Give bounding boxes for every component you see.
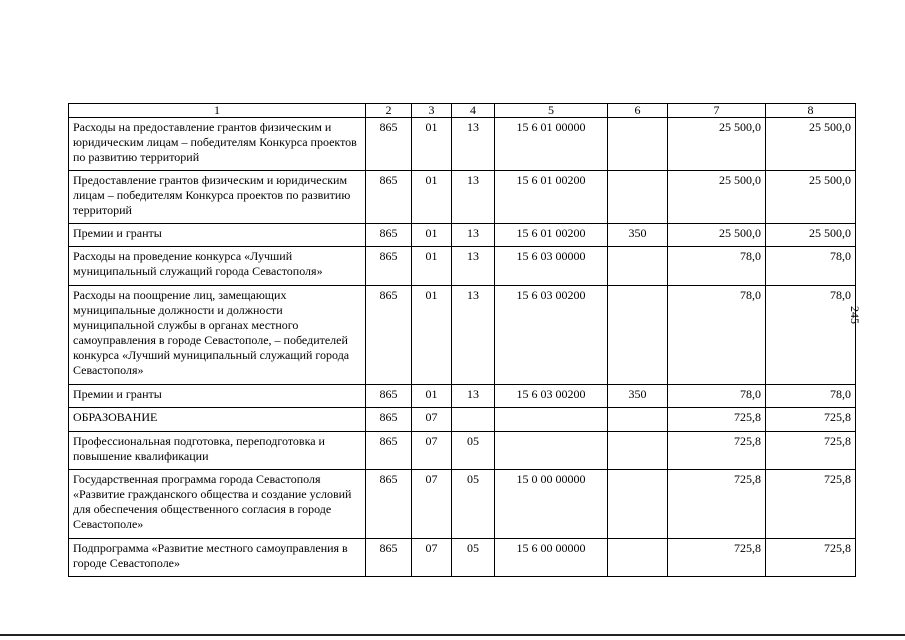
cell-ved: 865 xyxy=(366,539,412,577)
cell-pr: 13 xyxy=(452,118,495,171)
col-header-1: 1 xyxy=(69,104,366,118)
cell-csr: 15 6 03 00200 xyxy=(495,286,608,385)
cell-vr xyxy=(608,470,668,539)
cell-sum1: 725,8 xyxy=(668,470,766,539)
cell-csr: 15 6 01 00200 xyxy=(495,171,608,224)
cell-vr: 350 xyxy=(608,224,668,247)
cell-name: Премии и гранты xyxy=(69,385,366,408)
cell-rz: 01 xyxy=(412,224,452,247)
table-row xyxy=(69,118,856,171)
cell-sum2: 78,0 xyxy=(766,247,856,286)
cell-sum1: 25 500,0 xyxy=(668,171,766,224)
cell-rz: 01 xyxy=(412,118,452,171)
cell-name: Предоставление грантов физическим и юридическим лицам – победителям Конкурса проектов по развитию территорий xyxy=(69,171,366,224)
cell-csr: 15 6 03 00000 xyxy=(495,247,608,286)
cell-name: ОБРАЗОВАНИЕ xyxy=(69,408,366,432)
cell-csr: 15 6 01 00200 xyxy=(495,224,608,247)
cell-sum2: 725,8 xyxy=(766,539,856,577)
cell-sum1: 725,8 xyxy=(668,432,766,470)
cell-sum1: 78,0 xyxy=(668,247,766,286)
cell-csr: 15 6 03 00200 xyxy=(495,385,608,408)
cell-vr xyxy=(608,247,668,286)
cell-name: Расходы на проведение конкурса «Лучший муниципальный служащий города Севастополя» xyxy=(69,247,366,286)
table-row xyxy=(69,470,856,539)
cell-name: Подпрограмма «Развитие местного самоуправления в городе Севастополе» xyxy=(69,539,366,577)
cell-pr: 05 xyxy=(452,432,495,470)
cell-pr: 05 xyxy=(452,470,495,539)
cell-ved: 865 xyxy=(366,171,412,224)
cell-csr xyxy=(495,408,608,432)
cell-vr xyxy=(608,118,668,171)
cell-sum1: 78,0 xyxy=(668,385,766,408)
cell-rz: 07 xyxy=(412,432,452,470)
cell-ved: 865 xyxy=(366,408,412,432)
cell-pr xyxy=(452,408,495,432)
cell-ved: 865 xyxy=(366,118,412,171)
cell-csr: 15 6 01 00000 xyxy=(495,118,608,171)
cell-ved: 865 xyxy=(366,470,412,539)
table-row xyxy=(69,171,856,224)
cell-vr xyxy=(608,171,668,224)
col-header-3: 3 xyxy=(412,104,452,118)
cell-sum2: 725,8 xyxy=(766,470,856,539)
cell-ved: 865 xyxy=(366,247,412,286)
page-number: 245 xyxy=(848,306,862,324)
cell-vr xyxy=(608,432,668,470)
cell-ved: 865 xyxy=(366,286,412,385)
cell-vr xyxy=(608,539,668,577)
cell-rz: 01 xyxy=(412,286,452,385)
cell-rz: 07 xyxy=(412,408,452,432)
table-row xyxy=(69,247,856,286)
budget-table xyxy=(68,103,856,577)
cell-sum2: 725,8 xyxy=(766,432,856,470)
cell-sum1: 725,8 xyxy=(668,408,766,432)
cell-sum1: 725,8 xyxy=(668,539,766,577)
table-row xyxy=(69,408,856,432)
cell-rz: 01 xyxy=(412,385,452,408)
cell-rz: 01 xyxy=(412,247,452,286)
cell-name: Премии и гранты xyxy=(69,224,366,247)
cell-csr: 15 0 00 00000 xyxy=(495,470,608,539)
col-header-8: 8 xyxy=(766,104,856,118)
cell-sum1: 25 500,0 xyxy=(668,224,766,247)
header-row xyxy=(69,104,856,118)
cell-ved: 865 xyxy=(366,224,412,247)
cell-name: Расходы на предоставление грантов физическим и юридическим лицам – победителям Конкурса проектов по развитию территорий xyxy=(69,118,366,171)
table-row xyxy=(69,286,856,385)
cell-vr xyxy=(608,408,668,432)
cell-ved: 865 xyxy=(366,432,412,470)
cell-sum1: 78,0 xyxy=(668,286,766,385)
cell-pr: 13 xyxy=(452,224,495,247)
col-header-6: 6 xyxy=(608,104,668,118)
cell-rz: 07 xyxy=(412,539,452,577)
cell-pr: 05 xyxy=(452,539,495,577)
table-row xyxy=(69,385,856,408)
cell-sum1: 25 500,0 xyxy=(668,118,766,171)
cell-rz: 07 xyxy=(412,470,452,539)
cell-pr: 13 xyxy=(452,247,495,286)
cell-sum2: 725,8 xyxy=(766,408,856,432)
cell-csr xyxy=(495,432,608,470)
cell-pr: 13 xyxy=(452,385,495,408)
table-row xyxy=(69,539,856,577)
cell-vr xyxy=(608,286,668,385)
col-header-5: 5 xyxy=(495,104,608,118)
table-row xyxy=(69,224,856,247)
col-header-4: 4 xyxy=(452,104,495,118)
cell-vr: 350 xyxy=(608,385,668,408)
cell-pr: 13 xyxy=(452,171,495,224)
col-header-7: 7 xyxy=(668,104,766,118)
cell-sum2: 25 500,0 xyxy=(766,171,856,224)
cell-ved: 865 xyxy=(366,385,412,408)
cell-sum2: 25 500,0 xyxy=(766,224,856,247)
page-edge-line xyxy=(0,634,905,636)
cell-name: Государственная программа города Севастополя «Развитие гражданского общества и создание условий для обеспечения общественного согласия в городе Севастополе» xyxy=(69,470,366,539)
cell-sum2: 78,0 xyxy=(766,286,856,385)
cell-name: Расходы на поощрение лиц, замещающих муниципальные должности и должности муниципальной службы в органах местного самоуправления в городе Севастополе, – победителей конкурса «Лучший муниципальный служащий города Севастополя» xyxy=(69,286,366,385)
table-row xyxy=(69,432,856,470)
cell-csr: 15 6 00 00000 xyxy=(495,539,608,577)
col-header-2: 2 xyxy=(366,104,412,118)
cell-sum2: 78,0 xyxy=(766,385,856,408)
cell-name: Профессиональная подготовка, переподготовка и повышение квалификации xyxy=(69,432,366,470)
cell-sum2: 25 500,0 xyxy=(766,118,856,171)
cell-rz: 01 xyxy=(412,171,452,224)
cell-pr: 13 xyxy=(452,286,495,385)
